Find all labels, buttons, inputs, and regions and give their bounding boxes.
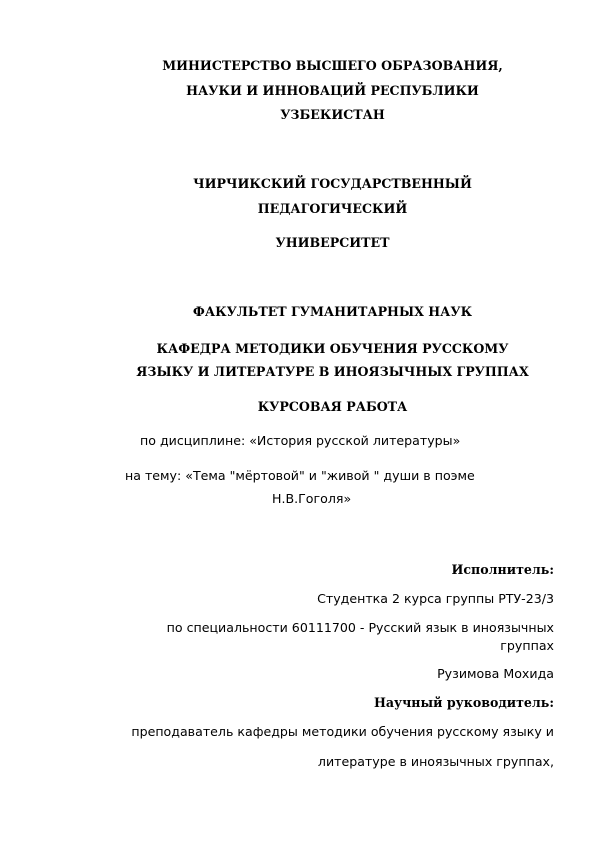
performer-heading: Исполнитель: <box>451 562 554 577</box>
supervisor-line-2: литературе в иноязычных группах, <box>317 754 554 769</box>
performer-student: Студентка 2 курса группы РТУ-23/3 <box>317 591 554 606</box>
university-line-1: ЧИРЧИКСКИЙ ГОСУДАРСТВЕННЫЙ <box>193 176 472 191</box>
department-line-2: ЯЗЫКУ И ЛИТЕРАТУРЕ В ИНОЯЗЫЧНЫХ ГРУППАХ <box>136 364 529 379</box>
ministry-line-1: МИНИСТЕРСТВО ВЫСШЕГО ОБРАЗОВАНИЯ, <box>162 58 503 73</box>
performer-specialty-line-2: группах <box>500 638 554 653</box>
ministry-line-3: УЗБЕКИСТАН <box>280 107 385 122</box>
university-line-3: УНИВЕРСИТЕТ <box>275 235 390 250</box>
university-line-2: ПЕДАГОГИЧЕСКИЙ <box>257 201 408 216</box>
topic-line-2: Н.В.Гоголя» <box>272 491 352 506</box>
supervisor-heading: Научный руководитель: <box>373 695 554 710</box>
work-type-title: КУРСОВАЯ РАБОТА <box>257 399 408 414</box>
discipline-line: по дисциплине: «История русской литературы» <box>140 433 461 448</box>
performer-name: Рузимова Мохида <box>437 666 554 681</box>
faculty-heading: ФАКУЛЬТЕТ ГУМАНИТАРНЫХ НАУК <box>192 304 473 319</box>
performer-specialty-line-1: по специальности 60111700 - Русский язык в иноязычных <box>166 620 554 635</box>
supervisor-line-1: преподаватель кафедры методики обучения русскому языку и <box>131 724 554 739</box>
department-line-1: КАФЕДРА МЕТОДИКИ ОБУЧЕНИЯ РУССКОМУ <box>156 341 509 356</box>
ministry-line-2: НАУКИ И ИННОВАЦИЙ РЕСПУБЛИКИ <box>186 83 479 98</box>
topic-line-1: на тему: «Тема "мёртовой" и "живой " души в поэме <box>125 468 475 483</box>
